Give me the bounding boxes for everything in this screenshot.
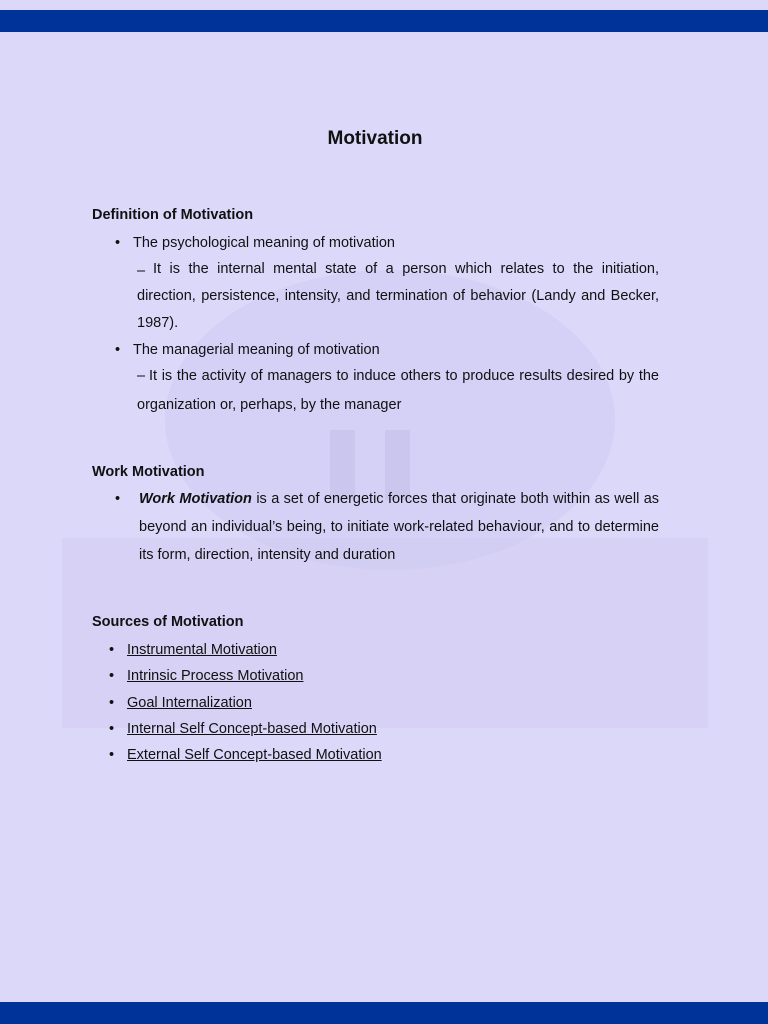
- bullet-icon: •: [115, 342, 121, 358]
- source-link-internal-self[interactable]: Internal Self Concept-based Motivation: [127, 721, 377, 737]
- source-item-external-self: [109, 746, 509, 765]
- definition-heading: Definition of Motivation: [92, 207, 254, 223]
- source-link-goal[interactable]: Goal Internalization: [127, 695, 252, 711]
- bullet-icon: •: [109, 642, 115, 658]
- source-item-intrinsic: [109, 667, 509, 686]
- bullet-icon: •: [109, 695, 115, 711]
- work-motivation-text: is a set of energetic forces that originate both within as well as beyond an individual’s being, to initiate work-related behaviour, and to determine its form, direction, intensity and duration: [139, 491, 660, 563]
- bullet-icon: •: [109, 668, 115, 684]
- psychological-detail: It is the internal mental state of a person which relates to the initiation, direction, persistence, intensity, and termination of behavior (Landy and Becker, 1987).: [137, 261, 659, 331]
- managerial-bullet: [115, 341, 675, 360]
- source-link-intrinsic[interactable]: Intrinsic Process Motivation: [127, 668, 304, 684]
- bullet-icon: •: [109, 747, 115, 763]
- page-title: Motivation: [327, 128, 423, 149]
- psychological-dash: –: [137, 263, 146, 279]
- managerial-detail: It is the activity of managers to induce others to produce results desired by the organization or, perhaps, by the manager: [137, 368, 659, 413]
- source-item-instrumental: [109, 641, 509, 660]
- bullet-icon: •: [115, 491, 121, 507]
- psychological-label: The psychological meaning of motivation: [133, 235, 395, 251]
- source-item-goal: [109, 694, 509, 713]
- psychological-bullet: [115, 234, 675, 253]
- managerial-dash: –: [137, 368, 146, 384]
- source-link-external-self[interactable]: External Self Concept-based Motivation: [127, 747, 382, 763]
- work-motivation-definition: [139, 485, 659, 569]
- source-link-instrumental[interactable]: Instrumental Motivation: [127, 642, 277, 658]
- source-item-internal-self: [109, 720, 509, 739]
- work-motivation-term: Work Motivation: [139, 491, 252, 507]
- bullet-icon: •: [115, 235, 121, 251]
- sources-heading: Sources of Motivation: [92, 614, 244, 630]
- work-motivation-heading: Work Motivation: [92, 464, 205, 480]
- bullet-icon: •: [109, 721, 115, 737]
- managerial-label: The managerial meaning of motivation: [133, 342, 380, 358]
